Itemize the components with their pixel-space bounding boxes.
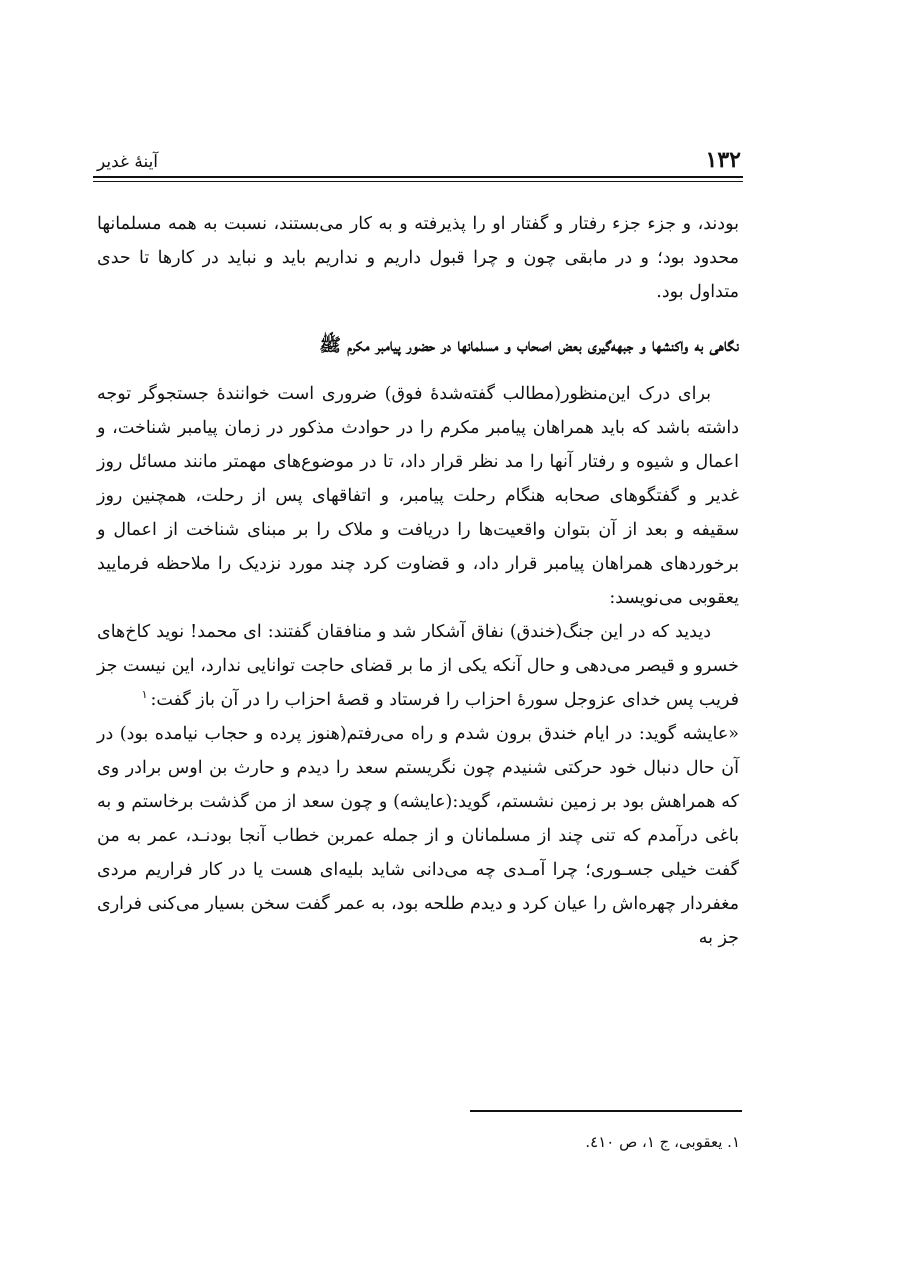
paragraph-3-text: دیدید که در این جنگ(خندق) نفاق آشکار شد و منافقان گفتند: ای محمد! نوید کاخ‌های خسرو و قیصر می‌دهی و حال آنکه یکی از ما بر قضای حاجت توانایی ندارد، این نیست جز فریب پس خدای عزوجل سورهٔ احزاب را فرستاد و قصهٔ احزاب را در آن باز گفت: [97,622,739,710]
paragraph-3 [97,615,739,717]
book-title: آینهٔ غدیر [97,152,159,172]
page-number: ١٣٢ [705,147,741,173]
paragraph-2: برای درک این‌منظور(مطالب گفته‌شدهٔ فوق) ضروری است خوانندهٔ جستجوگر توجه داشته باشد که باید همراهان پیامبر مکرم را در حوادث مذکور در زمان پیامبر شناخت، و اعمال و شیوه و رفتار آنها را مد نظر قرار داد، تا در موضوع‌های مهمتر مانند مسائل روز غدیر و گفتگوهای صحابه هنگام رحلت پیامبر، و اتفاقهای پس از رحلت، همچنین روز سقیفه و بعد از آن بتوان واقعیت‌ها را دریافت و ملاک را بر مبنای شناخت از اعمال و برخوردهای همراهان پیامبر قرار داد، و قضاوت کرد چند مورد نزدیک را ملاحظه فرمایید یعقوبی می‌نویسد: [97,384,739,608]
section-heading: نگاهی به واکنشها و جبهه‌گیری بعض اصحاب و مسلمانها در حضور پیامبر مکرم ﷺ [319,335,739,356]
header-rule [93,176,743,178]
footnote-separator [470,1110,742,1112]
running-header [93,140,743,178]
body-text [97,207,739,955]
paragraph-4-quote: «عایشه گوید: در ایام خندق برون شدم و راه می‌رفتم(هنوز پرده و حجاب نیامده بود) در آن حال دنبال خود حرکتی شنیدم چون نگریستم سعد را دیدم و حارث بن اوس برادر وی که همراهش بود بر زمین نشستم، گوید:(عایشه) و چون سعد از من گذشت برخاستم و به باغی درآمدم که تنی چند از مسلمانان و از جمله عمربن خطاب آنجا بودنـد، عمر به من گفت خیلی جسـوری؛ چرا آمـدی چه می‌دانی شاید بلیه‌ای هست یا در کار فراریم مردی مغفردار چهره‌اش را عیان کرد و دیدم طلحه بود، به عمر گفت سخن بسیار می‌کنی فراری جز به [97,724,739,948]
footnote: ١. یعقوبی، ج ١، ص ٤١٠. [585,1133,740,1151]
header-rule-thin [93,181,743,182]
paragraph-1: بودند، و جزء جزء رفتار و گفتار او را پذیرفته و به کار می‌بستند، نسبت به همه مسلمانها محدود بود؛ و در مابقی چون و چرا قبول داریم و نداریم باید و نباید در کارها تا حدی متداول بود. [97,214,739,302]
footnote-reference[interactable]: ١ [141,688,148,702]
